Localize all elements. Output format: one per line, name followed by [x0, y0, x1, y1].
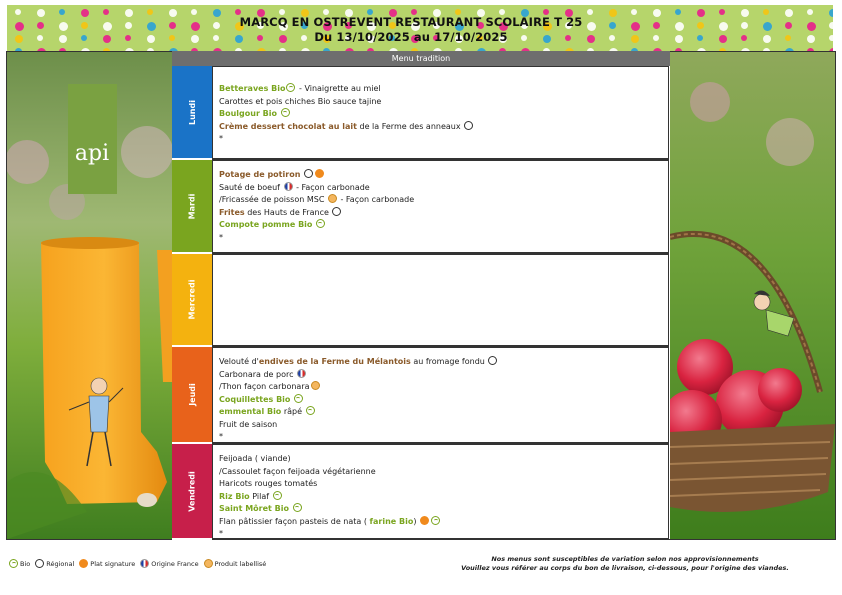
day-name: Jeudi [187, 383, 197, 406]
left-illustration [7, 52, 172, 539]
dish-text: Flan pâtissier façon pasteis de nata ( [219, 516, 370, 526]
legend-item [78, 559, 135, 568]
regional-dish-name: Frites [219, 207, 245, 217]
dish-text: /Cassoulet façon feijoada végétarienne [219, 466, 376, 476]
apple-basket-illustration [670, 52, 835, 539]
bio-dish-name: Saint Môret Bio [219, 504, 289, 513]
regional-icon [488, 356, 497, 365]
dish-text: - Façon carbonade [293, 182, 370, 192]
france-flag-icon [284, 182, 293, 191]
legend-item [8, 559, 30, 568]
bio-dish-name: Boulgour Bio [219, 109, 278, 118]
legend-item [139, 559, 198, 568]
menu-line [219, 478, 662, 491]
bio-leaf-icon [431, 516, 440, 525]
day-label-jeudi [172, 347, 212, 444]
page-title: MARCQ EN OSTREVENT RESTAURANT SCOLAIRE T 25 [239, 15, 583, 29]
menu-line [219, 516, 662, 529]
regional-icon [332, 207, 341, 216]
legend-label: Produit labellisé [214, 559, 267, 568]
menu-line [219, 528, 662, 541]
dish-text [290, 395, 293, 404]
dish-text: * [219, 529, 223, 538]
dish-text: râpé [281, 407, 305, 416]
france-flag-icon [140, 559, 149, 568]
menu-line [219, 356, 662, 369]
api-logo: api [74, 141, 110, 166]
menu-line [219, 121, 662, 134]
dish-text: Sauté de boeuf [219, 182, 283, 192]
menu-line [219, 108, 662, 121]
bio-leaf-icon [306, 406, 315, 415]
bio-dish-name: Compote pomme Bio [219, 220, 313, 229]
bio-dish-name: Coquillettes Bio [219, 394, 291, 404]
bio-leaf-icon [9, 559, 18, 568]
menu-line [219, 503, 662, 516]
day-name: Lundi [187, 99, 197, 125]
menu-line [219, 219, 662, 232]
dish-text: ) [413, 516, 420, 526]
signature-dish-icon [420, 516, 429, 525]
label-product-icon [311, 381, 320, 390]
day-label-mercredi [172, 254, 212, 347]
dish-text: des Hauts de France [244, 207, 332, 217]
regional-icon [464, 121, 473, 130]
legend-label: Plat signature [90, 559, 136, 568]
menu-line [219, 394, 662, 407]
menu-cell-vendredi [212, 444, 669, 540]
menu-line [219, 232, 662, 245]
dish-text: Carottes et pois chiches Bio sauce tajine [219, 96, 382, 106]
menu-cell-lundi [212, 66, 669, 160]
day-name: Mercredi [187, 279, 197, 320]
menu-line [219, 491, 662, 504]
bio-dish-name: Riz Bio [219, 491, 250, 501]
dish-text: au fromage fondu [410, 357, 488, 366]
bio-dish-name: farine Bio [369, 516, 414, 526]
day-label-lundi [172, 66, 212, 160]
garden-boot-illustration [7, 52, 172, 539]
menu-line [219, 406, 662, 419]
dish-text [312, 220, 315, 229]
bio-leaf-icon [281, 108, 290, 117]
right-illustration [670, 52, 835, 539]
dish-text: - Vinaigrette au miel [296, 84, 381, 93]
bio-leaf-icon [294, 394, 303, 403]
footer-note [445, 555, 805, 573]
bio-leaf-icon [293, 503, 302, 512]
dish-text: /Thon façon carbonara [219, 382, 310, 391]
bio-dish-name: Betteraves Bio [219, 84, 286, 93]
note-line-2: Vouillez vous référer au corps du bon de livraison, ci-dessous, pour l'origine des viandes. [461, 564, 789, 572]
bio-leaf-icon [286, 83, 295, 92]
day-name: Vendredi [187, 470, 197, 512]
day-label-vendredi [172, 444, 212, 540]
menu-cell-mercredi [212, 254, 669, 347]
header-banner [7, 5, 833, 51]
menu-line [219, 169, 662, 182]
dish-text: * [219, 134, 223, 143]
dish-text: de la Ferme des anneaux [356, 121, 464, 131]
legend-label: Origine France [151, 559, 199, 568]
dish-text [289, 504, 292, 513]
menu-line [219, 431, 662, 444]
column-header: Menu tradition [172, 51, 670, 66]
regional-icon [35, 559, 44, 568]
regional-dish-name: endives de la Ferme du Mélantois [258, 357, 411, 366]
signature-dish-icon [79, 559, 88, 568]
legend-label: Régional [46, 559, 75, 568]
regional-icon [304, 169, 313, 178]
menu-line [219, 369, 662, 382]
dish-text: Feijoada ( viande) [219, 454, 291, 463]
day-label-mardi [172, 160, 212, 254]
dish-text [277, 109, 280, 118]
france-flag-icon [297, 369, 306, 378]
legend-label: Bio [20, 559, 31, 568]
dish-text: Haricots rouges tomatés [219, 479, 318, 488]
dish-text: /Fricassée de poisson MSC [219, 195, 327, 204]
icon-legend [8, 559, 266, 568]
title-block [7, 15, 833, 45]
label-product-icon [204, 559, 213, 568]
dish-text: - Façon carbonade [337, 195, 415, 204]
menu-line [219, 207, 662, 220]
regional-dish-name: Crème dessert chocolat au lait [219, 121, 357, 131]
menu-cell-jeudi [212, 347, 669, 444]
bio-leaf-icon [316, 219, 325, 228]
dish-text: Pilaf [249, 491, 272, 501]
menu-line [219, 381, 662, 394]
dish-text [300, 170, 303, 179]
bio-leaf-icon [273, 491, 282, 500]
signature-dish-icon [315, 169, 324, 178]
menu-line [219, 194, 662, 207]
note-line-1: Nos menus sont susceptibles de variation selon nos approvisionnements [491, 555, 759, 563]
menu-line [219, 453, 662, 466]
date-range: Du 13/10/2025 au 17/10/2025 [314, 30, 508, 44]
dish-text: * [219, 432, 223, 441]
menu-line [219, 182, 662, 195]
menu-line [219, 83, 662, 96]
bio-dish-name: emmental Bio [219, 407, 282, 416]
legend-item [34, 559, 74, 568]
regional-dish-name: Potage de potiron [219, 170, 301, 179]
menu-line [219, 466, 662, 479]
menu-cell-mardi [212, 160, 669, 254]
menu-line [219, 96, 662, 109]
dish-text: Carbonara de porc [219, 369, 297, 379]
label-product-icon [328, 194, 337, 203]
legend-item [203, 559, 267, 568]
menu-line [219, 419, 662, 432]
dish-text: * [219, 232, 223, 242]
dish-text: Fruit de saison [219, 419, 278, 429]
menu-line [219, 133, 662, 146]
day-name: Mardi [187, 193, 197, 219]
dish-text: Velouté d' [219, 357, 259, 366]
